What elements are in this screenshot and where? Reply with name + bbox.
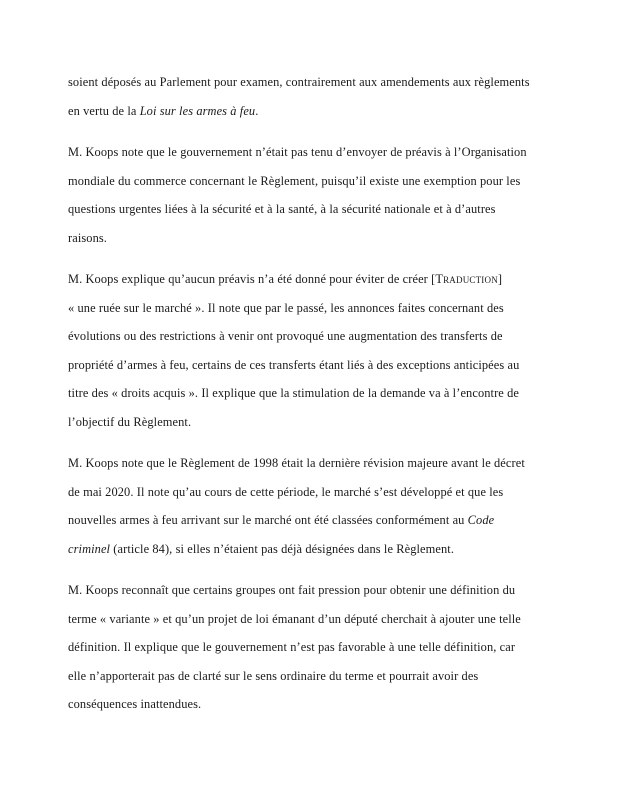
text-segment-italic: criminel <box>68 541 111 556</box>
document-body <box>68 68 565 732</box>
text-segment: M. Koops reconnaît que certains groupes ont fait pression pour obtenir une définition du <box>68 583 516 597</box>
text-segment-italic: Loi sur les armes à feu <box>139 103 256 118</box>
text-line <box>68 97 565 126</box>
text-segment: (article 84), si elles n’étaient pas déjà désignées dans le Règlement. <box>110 541 455 556</box>
text-segment: titre des « droits acquis ». Il explique que la stimulation de la demande va à l’encontre de <box>68 386 519 400</box>
text-segment: M. Koops explique qu’aucun préavis n’a été donné pour éviter de créer [ <box>68 272 436 286</box>
text-segment: de mai 2020. Il note qu’au cours de cette période, le marché s’est développé et que les <box>68 484 504 499</box>
text-line <box>68 576 565 605</box>
text-segment: définition. Il explique que le gouvernement n’est pas favorable à une telle définition, car <box>68 640 516 654</box>
text-segment: conséquences inattendues. <box>68 697 202 711</box>
text-segment-smallcaps: Traduction <box>435 272 498 286</box>
paragraph <box>68 449 565 563</box>
text-line <box>68 138 565 167</box>
text-line <box>68 379 565 408</box>
text-line <box>68 195 565 224</box>
text-segment: M. Koops note que le gouvernement n’était pas tenu d’envoyer de préavis à l’Organisation <box>68 145 527 159</box>
text-line <box>68 322 565 351</box>
text-segment: nouvelles armes à feu arrivant sur le marché ont été classées conformément au <box>68 513 468 527</box>
paragraph <box>68 68 565 125</box>
text-segment: questions urgentes liées à la sécurité et à la santé, à la sécurité nationale et à d’autres <box>68 202 496 216</box>
paragraph <box>68 138 565 252</box>
text-segment: raisons. <box>68 230 108 245</box>
text-line <box>68 294 565 323</box>
text-line <box>68 265 565 294</box>
text-segment-italic: Code <box>467 513 495 527</box>
text-line <box>68 408 565 437</box>
text-line <box>68 605 565 634</box>
text-segment: évolutions ou des restrictions à venir ont provoqué une augmentation des transferts de <box>68 329 503 343</box>
text-line <box>68 68 565 97</box>
text-line <box>68 167 565 196</box>
text-segment: l’objectif du Règlement. <box>68 414 192 429</box>
text-segment: elle n’apporterait pas de clarté sur le sens ordinaire du terme et pourrait avoir des <box>68 668 479 683</box>
paragraph <box>68 576 565 719</box>
text-segment: soient déposés au Parlement pour examen, contrairement aux amendements aux règlements <box>68 75 530 89</box>
text-segment: propriété d’armes à feu, certains de ces transferts étant liés à des exceptions anticipées au <box>68 357 520 372</box>
text-segment: en vertu de la <box>68 103 140 118</box>
text-segment: mondiale du commerce concernant le Règlement, puisqu’il existe une exemption pour les <box>68 173 521 188</box>
text-line <box>68 506 565 535</box>
text-line <box>68 449 565 478</box>
text-segment: terme « variante » et qu’un projet de loi émanant d’un député cherchait à ajouter une telle <box>68 611 521 626</box>
text-line <box>68 351 565 380</box>
text-line <box>68 478 565 507</box>
text-segment: . <box>255 103 259 118</box>
text-line <box>68 633 565 662</box>
text-line <box>68 224 565 253</box>
text-segment: « une ruée sur le marché ». Il note que par le passé, les annonces faites concernant des <box>68 300 504 315</box>
paragraph <box>68 265 565 436</box>
text-segment: ] <box>497 272 503 286</box>
text-segment: M. Koops note que le Règlement de 1998 était la dernière révision majeure avant le décret <box>68 456 525 470</box>
text-line <box>68 662 565 691</box>
text-line <box>68 535 565 564</box>
text-line <box>68 690 565 719</box>
